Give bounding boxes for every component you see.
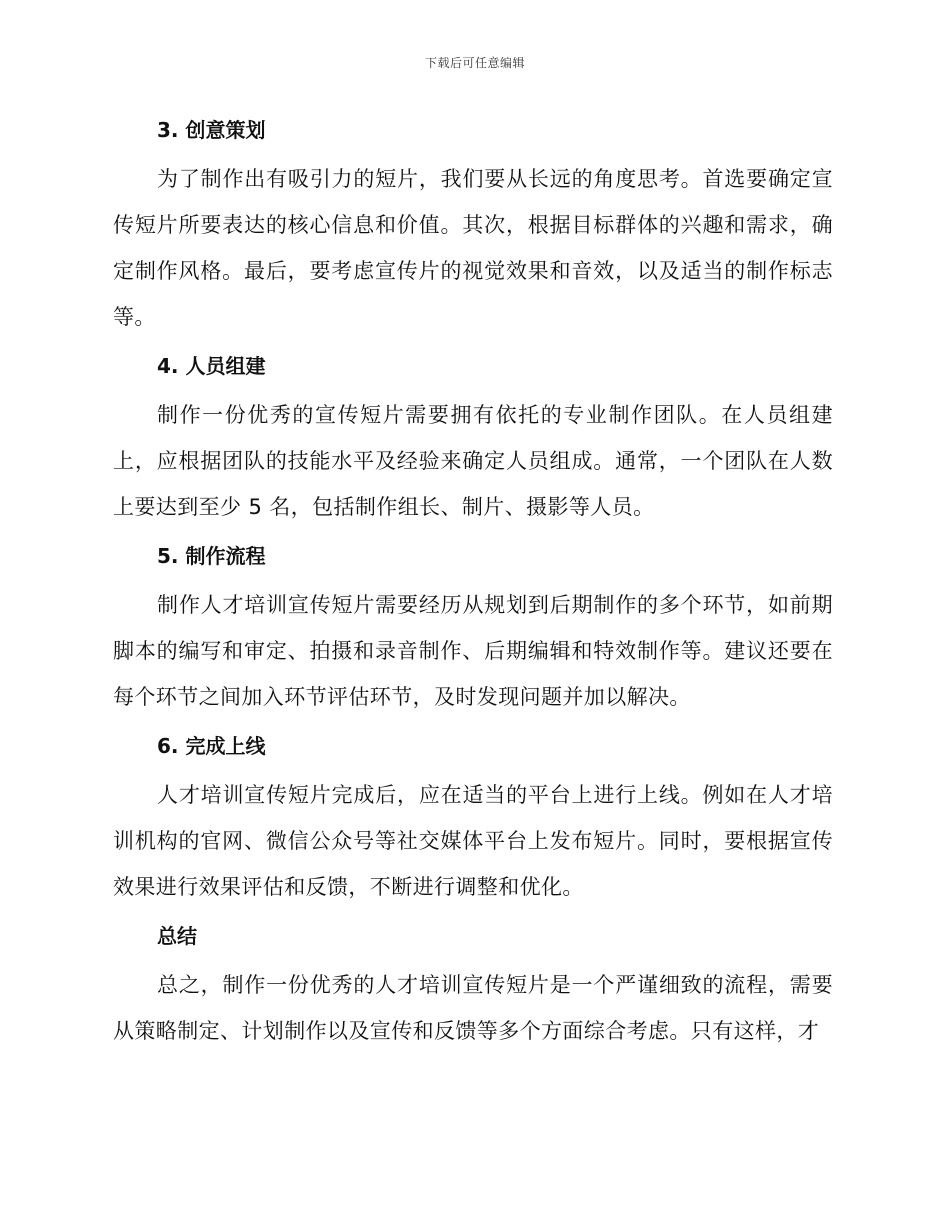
section-heading: 总结 xyxy=(157,924,197,948)
document-content xyxy=(113,110,833,1060)
section-heading: 3. 创意策划 xyxy=(157,118,266,142)
section-heading: 4. 人员组建 xyxy=(157,354,266,378)
section-launch xyxy=(113,726,833,910)
header-note: 下载后可任意编辑 xyxy=(424,56,525,70)
section-team-building xyxy=(113,346,833,530)
section-production-process xyxy=(113,536,833,720)
section-paragraph: 制作人才培训宣传短片需要经历从规划到后期制作的多个环节，如前期脚本的编写和审定、拍摄和录音制作、后期编辑和特效制作等。建议还要在每个环节之间加入环节评估环节，及时发现问题并加以解决。 xyxy=(113,593,833,709)
section-creative-planning xyxy=(113,110,833,340)
section-heading: 6. 完成上线 xyxy=(157,734,266,758)
section-heading: 5. 制作流程 xyxy=(157,544,266,568)
section-paragraph: 人才培训宣传短片完成后，应在适当的平台上进行上线。例如在人才培训机构的官网、微信公众号等社交媒体平台上发布短片。同时，要根据宣传效果进行效果评估和反馈，不断进行调整和优化。 xyxy=(113,783,833,899)
section-paragraph: 总之，制作一份优秀的人才培训宣传短片是一个严谨细致的流程，需要从策略制定、计划制作以及宣传和反馈等多个方面综合考虑。只有这样，才 xyxy=(113,973,833,1043)
section-paragraph: 制作一份优秀的宣传短片需要拥有依托的专业制作团队。在人员组建上，应根据团队的技能水平及经验来确定人员组成。通常，一个团队在人数上要达到至少 5 名，包括制作组长、制片、摄影等人员。 xyxy=(113,403,833,519)
section-summary xyxy=(113,916,833,1054)
section-paragraph: 为了制作出有吸引力的短片，我们要从长远的角度思考。首选要确定宣传短片所要表达的核心信息和价值。其次，根据目标群体的兴趣和需求，确定制作风格。最后，要考虑宣传片的视觉效果和音效，以及适当的制作标志等。 xyxy=(113,167,833,329)
